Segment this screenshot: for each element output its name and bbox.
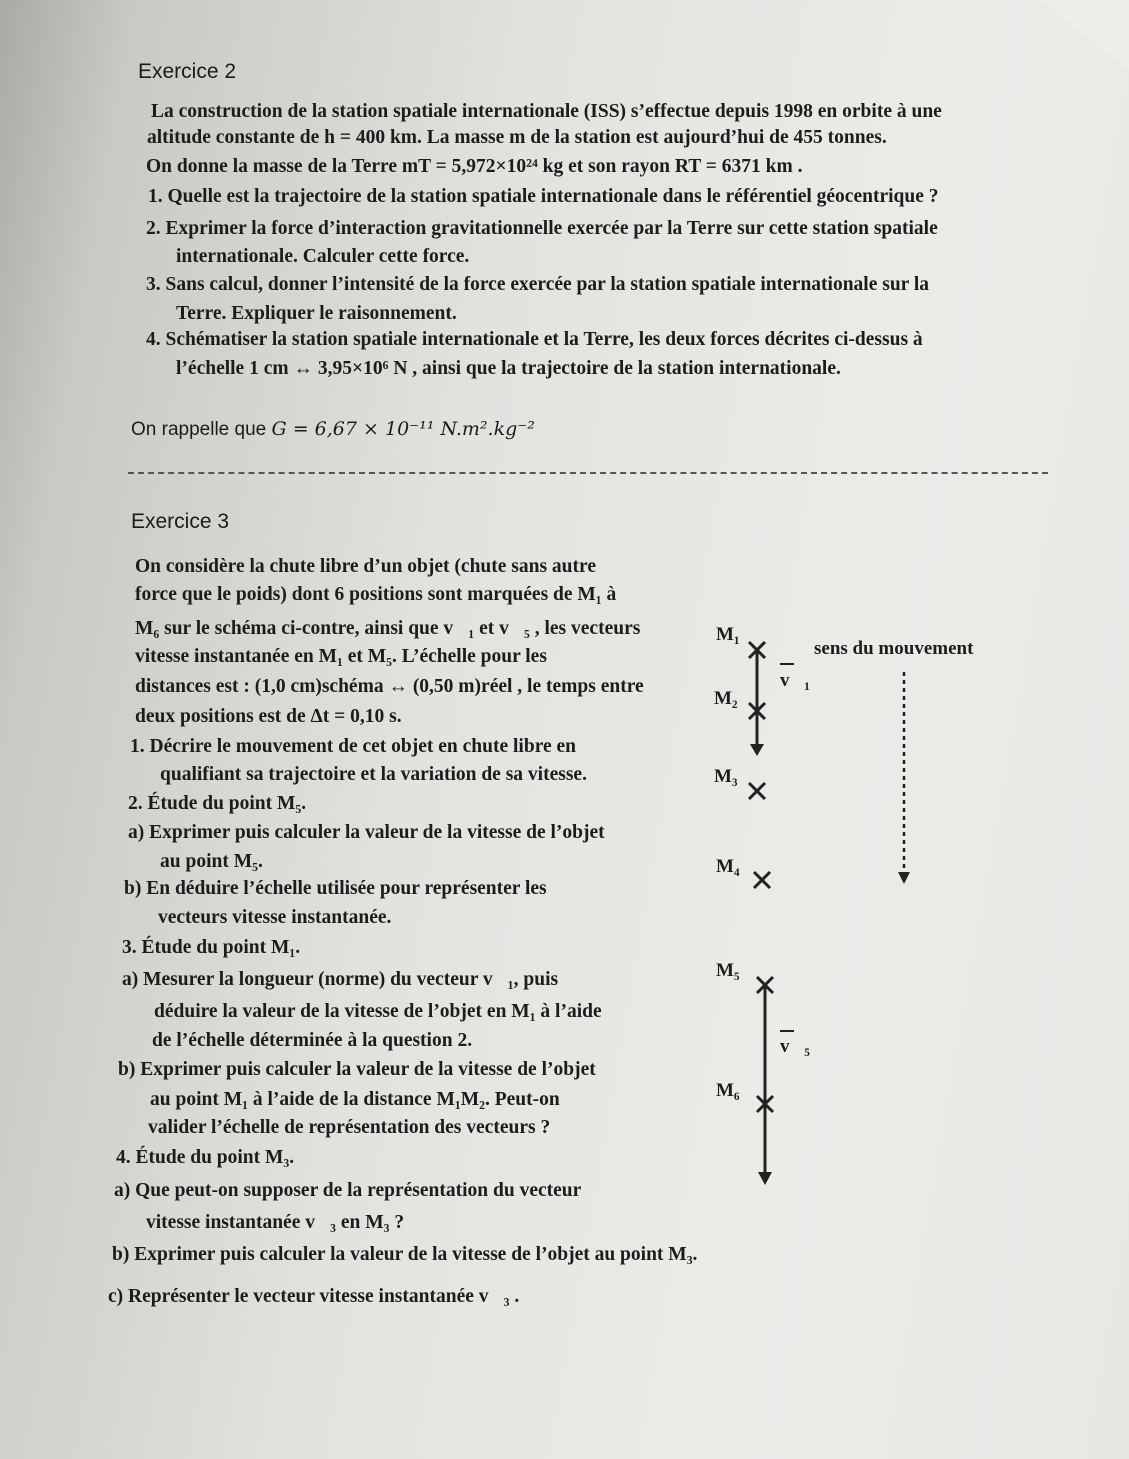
ex3-question-3a-cont-1: déduire la valeur de la vitesse de l’objet en M₁ à l’aide [154,1001,602,1022]
ex3-question-3a: a) Mesurer la longueur (norme) du vecteur v⃗₁, puis [122,969,559,990]
ex3-question-4b: b) Exprimer puis calculer la valeur de la vitesse de l’objet au point M₃. [112,1244,698,1265]
ex3-question-3b: b) Exprimer puis calculer la valeur de la vitesse de l’objet [118,1059,596,1080]
ex3-line-2: force que le poids) dont 6 positions sont marquées de M₁ à [135,584,617,605]
ex2-question-1: 1. Quelle est la trajectoire de la station spatiale internationale dans le référentiel géocentrique ? [148,186,939,207]
ex3-question-4c: c) Représenter le vecteur vitesse instantanée v⃗₃ . [108,1286,520,1307]
point-m4-marker [754,872,770,888]
ex3-question-2b: b) En déduire l’échelle utilisée pour représenter les [124,878,547,899]
vector-v5-arrowhead [758,1172,772,1185]
ex3-question-2b-cont: vecteurs vitesse instantanée. [158,907,392,928]
motion-direction-label: sens du mouvement [814,638,974,659]
ex3-question-2a-cont: au point M₅. [160,851,263,872]
ex3-question-1-cont: qualifiant sa trajectoire et la variation de sa vitesse. [160,764,587,785]
ex3-question-1: 1. Décrire le mouvement de cet objet en chute libre en [130,736,577,757]
ex2-question-3-cont: Terre. Expliquer le raisonnement. [176,303,457,324]
point-m3-label: M₃ [714,766,738,787]
ex3-line-4: vitesse instantanée en M₁ et M₅. L’échelle pour les [135,646,547,667]
vector-v1-label: v⃗₁ [780,670,810,691]
motion-direction-arrowhead [898,872,910,884]
ex3-line-6: deux positions est de Δt = 0,10 s. [135,706,402,727]
ex2-intro-line-3: On donne la masse de la Terre mT = 5,972×10²⁴ kg et son rayon RT = 6371 km . [146,156,803,177]
point-m1-label: M₁ [716,624,740,645]
ex3-line-1: On considère la chute libre d’un objet (chute sans autre [135,556,596,577]
vector-v1-arrowhead [750,744,764,756]
exercise-3-title: Exercice 3 [131,510,230,533]
ex2-question-4-cont: l’échelle 1 cm ↔ 3,95×10⁶ N , ainsi que la trajectoire de la station internationale. [176,358,841,379]
ex3-question-4a: a) Que peut-on supposer de la représentation du vecteur [114,1180,582,1201]
point-m5-label: M₅ [716,960,740,981]
reminder-prefix: On rappelle que [131,419,272,440]
ex2-question-2-cont: internationale. Calculer cette force. [176,246,470,267]
point-m2-label: M₂ [714,688,738,709]
point-m4-label: M₄ [716,856,740,877]
ex2-intro-line-2: altitude constante de h = 400 km. La masse m de la station est aujourd’hui de 455 tonnes. [147,127,887,148]
ex3-question-2a: a) Exprimer puis calculer la valeur de la vitesse de l’objet [128,822,605,843]
ex3-question-2: 2. Étude du point M₅. [128,793,307,814]
reminder-formula: G = 6,67 × 10⁻¹¹ N.m².kg⁻² [271,418,535,440]
ex3-question-3b-cont-1: au point M₁ à l’aide de la distance M₁M₂. Peut-on [150,1089,560,1110]
ex3-question-3b-cont-2: valider l’échelle de représentation des vecteurs ? [148,1117,551,1138]
ex2-question-2: 2. Exprimer la force d’interaction gravitationnelle exercée par la Terre sur cette station spatiale [146,218,938,239]
ex3-line-5: distances est : (1,0 cm)schéma ↔ (0,50 m)réel , le temps entre [135,676,644,697]
point-m6-label: M₆ [716,1080,740,1101]
ex3-question-3: 3. Étude du point M₁. [122,937,301,958]
ex3-question-4a-cont: vitesse instantanée v⃗₃ en M₃ ? [146,1212,405,1233]
point-m3-marker [749,783,765,799]
ex3-question-4: 4. Étude du point M₃. [116,1147,295,1168]
ex2-intro-line-1: La construction de la station spatiale internationale (ISS) s’effectue depuis 1998 en orbite à une [151,101,942,122]
vector-v5-label: v⃗₅ [780,1036,810,1057]
ex2-question-4: 4. Schématiser la station spatiale internationale et la Terre, les deux forces décrites ci-dessus à [146,329,923,350]
ex3-line-3: M₆ sur le schéma ci-contre, ainsi que v⃗₁ et v⃗₅ , les vecteurs [135,618,641,639]
exercise-2-title: Exercice 2 [138,60,237,83]
ex3-question-3a-cont-2: de l’échelle déterminée à la question 2. [152,1030,473,1051]
ex2-question-3: 3. Sans calcul, donner l’intensité de la force exercée par la station spatiale internationale sur la [146,274,930,295]
